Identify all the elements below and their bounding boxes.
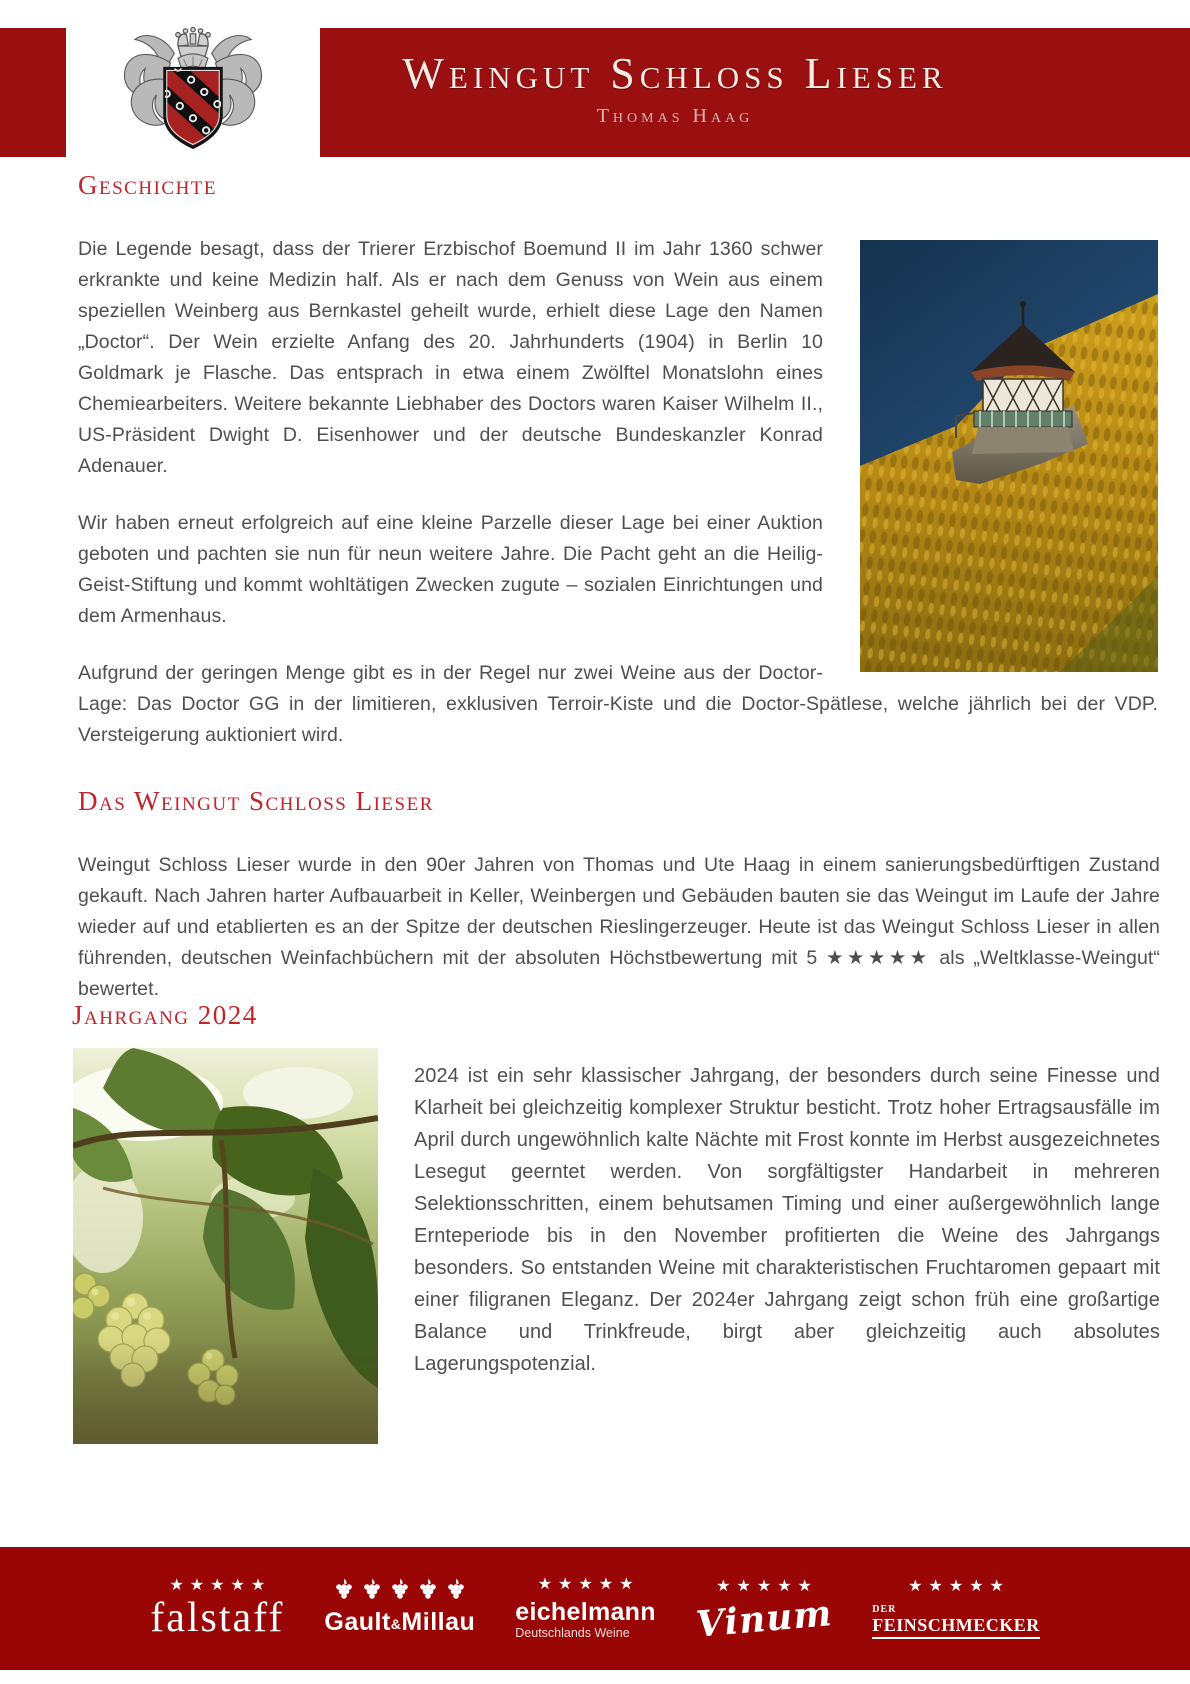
gault-millau-wordmark: Gault&Millau xyxy=(324,1608,476,1636)
section-heading-jahrgang: Jahrgang 2024 xyxy=(72,1000,258,1030)
header-title-block xyxy=(330,50,1020,128)
geschichte-paragraph-1: Die Legende besagt, dass der Trierer Erzbischof Boemund II im Jahr 1360 schwer erkrankte und keine Medizin half. Als er nach dem Genuss von Wein aus einem speziellen Weinberg aus Bernkastel geheilt wurde, erhielt diese Lage den Namen „Doctor“. Der Wein erzielte Anfang des 20. Jahrhunderts (1904) in Berlin 10 Goldmark je Flasche. Das entsprach in etwa einem Zwölftel Monatslohn eines Chemiearbeiters. Weitere bekannte Liebhaber des Doctors waren Kaiser Wilhelm II., US-Präsident Dwight D. Eisenhower und der deutsche Bundeskanzler Konrad Adenauer. xyxy=(78,238,823,477)
falstaff-wordmark: falstaff xyxy=(150,1595,285,1641)
eichelmann-wordmark: eichelmann xyxy=(515,1598,656,1626)
logo-falstaff xyxy=(150,1577,284,1640)
eichelmann-stars: ★★★★★ xyxy=(537,1576,640,1593)
weingut-paragraph: Weingut Schloss Lieser wurde in den 90er Jahren von Thomas und Ute Haag in einem sanierungsbedürftigen Zustand gekauft. Nach Jahren harter Aufbauarbeit in Keller, Weinbergen und Gebäuden bauten sie das Weingut im Laufe der Jahre wieder auf und etablierten es an der Spitze der deutschen Rieslingerzeuger. Heute ist das Weingut Schloss Lieser in allen führenden, deutschen Weinfachbüchern mit der absoluten Höchstbewertung mit 5 ★★★★★ als „Weltklasse-Weingut“ bewertet. xyxy=(78,854,1160,1000)
page-title: Weingut Schloss Lieser xyxy=(402,49,948,98)
eichelmann-subtitle: Deutschlands Weine xyxy=(515,1626,630,1640)
geschichte-section xyxy=(78,234,1158,777)
grape-icon xyxy=(334,1578,354,1600)
vineyard-photo-graphic xyxy=(860,240,1158,672)
grape-icon xyxy=(418,1578,438,1600)
grapes-photo xyxy=(73,1048,378,1444)
logo-vinum xyxy=(694,1578,834,1646)
vinum-wordmark: Vinum xyxy=(694,1592,834,1646)
page-subtitle: Thomas Haag xyxy=(596,105,754,127)
geschichte-paragraph-3: Aufgrund der geringen Menge gibt es in der Regel nur zwei Weine aus der Doctor-Lage: Das Doctor GG in der limitieren, exklusiven Terroir-Kiste und die Doctor-Spätlese, welche jährlich bei der VDP. Versteigerung auktioniert wird. xyxy=(78,662,1158,746)
grapes-photo-graphic xyxy=(73,1048,378,1444)
coat-of-arms-icon xyxy=(118,24,268,158)
vinum-stars: ★★★★★ xyxy=(716,1578,818,1595)
crest-box xyxy=(66,0,320,162)
weingut-section xyxy=(78,850,1160,1005)
feinschmecker-wordmark: DER FEINSCHMECKER xyxy=(872,1605,1040,1639)
logo-eichelmann xyxy=(515,1576,656,1641)
falstaff-stars: ★★★★★ xyxy=(169,1577,272,1594)
geschichte-paragraph-2: Wir haben erneut erfolgreich auf eine kleine Parzelle dieser Lage bei einer Auktion geboten und pachten sie nun für neun weitere Jahre. Die Pacht geht an die Heilig-Geist-Stiftung und kommt wohltätigen Zwecken zugute – sozialen Einrichtungen und dem Armenhaus. xyxy=(78,512,823,627)
grape-icon xyxy=(362,1578,382,1600)
logo-gault-millau xyxy=(324,1578,475,1639)
gault-millau-grapes xyxy=(334,1578,466,1600)
logo-der-feinschmecker xyxy=(872,1578,1040,1639)
jahrgang-paragraph: 2024 ist ein sehr klassischer Jahrgang, der besonders durch seine Finesse und Klarheit bei gleichzeitig komplexer Struktur besticht. Trotz hoher Ertragsausfälle im April durch ungewöhnlich kalte Nächte mit Frost konnte im Herbst ausgezeichnetes Lesegut geerntet werden. Von sorgfältigster Handarbeit in mehreren Selektionsschritten, einem behutsamen Timing und einer außergewöhnlich lange Ernteperiode bis in den November profitierten die Weine des Jahrgangs besonders. So entstanden Weine mit charakteristischen Fruchtaromen gepaart mit einer filigranen Eleganz. Der 2024er Jahrgang zeigt schon früh eine großartige Balance und Trinkfreude, birgt aber gleichzeitig auch absolutes Lagerungspotenzial. xyxy=(414,1065,1160,1375)
grape-icon xyxy=(390,1578,410,1600)
section-heading-geschichte: Geschichte xyxy=(78,170,217,200)
jahrgang-section xyxy=(73,1048,1160,1444)
vineyard-tower-photo xyxy=(860,240,1158,672)
footer-band xyxy=(0,1547,1190,1670)
feinschmecker-stars: ★★★★★ xyxy=(908,1578,1010,1595)
section-heading-weingut: Das Weingut Schloss Lieser xyxy=(78,786,434,816)
grape-icon xyxy=(446,1578,466,1600)
